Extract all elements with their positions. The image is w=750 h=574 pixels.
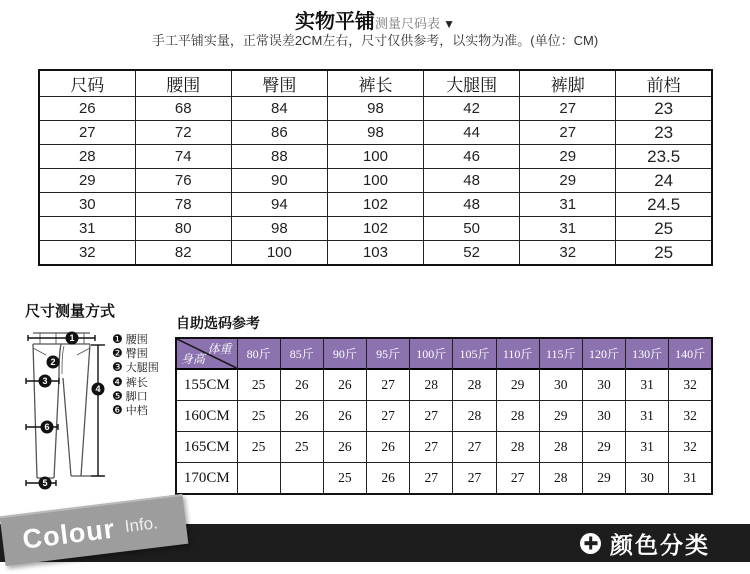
weight-header-cell: 80斤	[237, 338, 280, 369]
table-row	[39, 169, 712, 193]
weight-header-cell: 90斤	[323, 338, 366, 369]
size-cell: 30	[39, 193, 135, 217]
corner-height-label: 身高	[181, 352, 206, 366]
picker-cell: 31	[626, 369, 669, 401]
picker-cell: 32	[669, 401, 712, 432]
size-cell: 29	[520, 145, 616, 169]
size-cell: 90	[231, 169, 327, 193]
size-cell: 25	[616, 217, 712, 241]
weight-header-cell: 100斤	[410, 338, 453, 369]
picker-cell: 26	[323, 401, 366, 432]
picker-cell: 32	[669, 432, 712, 463]
weight-header-cell: 130斤	[626, 338, 669, 369]
size-table	[38, 69, 713, 266]
plus-circle-icon	[580, 533, 601, 554]
legend-item	[112, 389, 159, 403]
size-cell: 100	[327, 169, 423, 193]
picker-cell: 25	[237, 432, 280, 463]
size-cell: 76	[135, 169, 231, 193]
picker-cell: 28	[496, 432, 539, 463]
colour-category-header	[580, 524, 710, 562]
picker-cell: 29	[582, 432, 625, 463]
picker-cell: 30	[582, 401, 625, 432]
legend-label: 脚口	[125, 390, 148, 403]
header-cell: 前档	[616, 70, 712, 97]
picker-cell: 29	[496, 369, 539, 401]
measure-disclaimer: 手工平铺实量，正常误差2CM左右，尺寸仅供参考，以实物为准。(单位：CM)	[151, 33, 599, 48]
picker-row	[176, 369, 712, 401]
legend-label: 裤长	[125, 376, 148, 389]
table-row	[39, 145, 712, 169]
picker-cell: 26	[280, 401, 323, 432]
legend-item	[112, 375, 159, 389]
tag-info-text: Info.	[123, 513, 159, 537]
marker-6: 6	[44, 422, 50, 433]
weight-header-cell: 115斤	[539, 338, 582, 369]
size-cell: 72	[135, 121, 231, 145]
legend-item	[112, 403, 159, 417]
size-cell: 103	[327, 241, 423, 266]
picker-cell	[237, 463, 280, 495]
picker-cell: 28	[410, 369, 453, 401]
size-cell: 98	[231, 217, 327, 241]
picker-cell: 25	[237, 401, 280, 432]
size-cell: 86	[231, 121, 327, 145]
size-cell: 100	[327, 145, 423, 169]
header-cell: 裤脚	[520, 70, 616, 97]
circled-4-icon: ❹	[112, 374, 123, 389]
picker-cell: 31	[669, 463, 712, 495]
size-cell: 23	[616, 97, 712, 121]
height-cell: 165CM	[176, 432, 237, 463]
picker-cell: 26	[280, 369, 323, 401]
circled-2-icon: ❷	[112, 346, 123, 361]
table-row	[39, 97, 712, 121]
size-cell: 24	[616, 169, 712, 193]
size-cell: 46	[424, 145, 520, 169]
size-cell: 32	[39, 241, 135, 266]
legend-item	[112, 360, 159, 374]
size-cell: 84	[231, 97, 327, 121]
legend-item	[112, 346, 159, 360]
picker-cell: 28	[539, 432, 582, 463]
size-cell: 31	[520, 193, 616, 217]
picker-cell: 27	[367, 369, 410, 401]
height-cell: 155CM	[176, 369, 237, 401]
picker-cell: 27	[496, 463, 539, 495]
table-row	[39, 121, 712, 145]
picker-cell: 30	[626, 463, 669, 495]
legend-label: 大腿围	[125, 362, 159, 375]
marker-3: 3	[42, 376, 48, 387]
picker-cell: 28	[539, 463, 582, 495]
corner-cell	[176, 338, 237, 369]
size-cell: 28	[39, 145, 135, 169]
picker-row	[176, 401, 712, 432]
weight-header-cell: 140斤	[669, 338, 712, 369]
size-cell: 31	[39, 217, 135, 241]
size-cell: 68	[135, 97, 231, 121]
marker-1: 1	[69, 333, 75, 344]
picker-cell: 26	[323, 369, 366, 401]
picker-cell: 26	[367, 432, 410, 463]
size-table-header-row	[39, 70, 712, 97]
size-cell: 26	[39, 97, 135, 121]
legend-label: 腰围	[125, 334, 148, 347]
size-cell: 80	[135, 217, 231, 241]
size-cell: 32	[520, 241, 616, 266]
size-cell: 98	[327, 97, 423, 121]
picker-header-row	[176, 338, 712, 369]
size-cell: 82	[135, 241, 231, 266]
picker-cell: 27	[367, 401, 410, 432]
height-cell: 160CM	[176, 401, 237, 432]
picker-cell: 26	[323, 432, 366, 463]
table-row	[39, 241, 712, 266]
size-cell: 100	[231, 241, 327, 266]
size-cell: 31	[520, 217, 616, 241]
legend-label: 中档	[125, 405, 148, 418]
marker-4: 4	[95, 384, 101, 395]
header-cell: 裤长	[327, 70, 423, 97]
picker-cell: 27	[453, 432, 496, 463]
picker-cell: 32	[669, 369, 712, 401]
circled-5-icon: ❺	[112, 388, 123, 403]
picker-cell: 28	[496, 401, 539, 432]
size-cell: 23	[616, 121, 712, 145]
circled-3-icon: ❸	[112, 360, 123, 375]
size-picker-table	[175, 337, 713, 495]
size-cell: 29	[39, 169, 135, 193]
size-picker-heading: 自助选码参考	[176, 315, 260, 331]
triangle-down-icon: ▼	[443, 17, 455, 31]
picker-row	[176, 463, 712, 495]
circled-1-icon: ❶	[112, 332, 123, 347]
size-cell: 44	[424, 121, 520, 145]
size-cell: 25	[616, 241, 712, 266]
picker-cell: 28	[453, 369, 496, 401]
picker-cell: 27	[453, 463, 496, 495]
picker-cell: 25	[237, 369, 280, 401]
size-cell: 24.5	[616, 193, 712, 217]
size-cell: 27	[520, 121, 616, 145]
colour-category-label: 颜色分类	[610, 531, 710, 558]
size-cell: 102	[327, 193, 423, 217]
size-cell: 102	[327, 217, 423, 241]
header-cell: 腰围	[135, 70, 231, 97]
weight-header-cell: 105斤	[453, 338, 496, 369]
size-cell: 94	[231, 193, 327, 217]
picker-cell: 28	[453, 401, 496, 432]
measure-legend	[112, 332, 159, 417]
picker-cell: 26	[367, 463, 410, 495]
picker-cell: 27	[410, 432, 453, 463]
header-cell: 臀围	[231, 70, 327, 97]
picker-cell: 25	[323, 463, 366, 495]
picker-cell: 29	[539, 401, 582, 432]
legend-item	[112, 332, 159, 346]
weight-header-cell: 110斤	[496, 338, 539, 369]
size-cell: 74	[135, 145, 231, 169]
legend-label: 臀围	[125, 348, 148, 361]
size-cell: 52	[424, 241, 520, 266]
picker-cell: 25	[280, 432, 323, 463]
weight-header-cell: 85斤	[280, 338, 323, 369]
picker-row	[176, 432, 712, 463]
tag-colour-text: Colour	[20, 513, 117, 555]
picker-cell: 29	[582, 463, 625, 495]
picker-cell: 27	[410, 463, 453, 495]
picker-cell: 31	[626, 432, 669, 463]
header-cell: 大腿围	[424, 70, 520, 97]
picker-cell	[280, 463, 323, 495]
title-sub: 测量尺码表	[375, 16, 441, 31]
size-cell: 27	[520, 97, 616, 121]
corner-weight-label: 体重	[207, 342, 232, 356]
picker-cell: 30	[582, 369, 625, 401]
size-cell: 78	[135, 193, 231, 217]
circled-6-icon: ❻	[112, 403, 123, 418]
measure-guide-heading: 尺寸测量方式	[25, 303, 116, 320]
size-cell: 23.5	[616, 145, 712, 169]
table-row	[39, 217, 712, 241]
size-cell: 98	[327, 121, 423, 145]
size-cell: 29	[520, 169, 616, 193]
size-cell: 27	[39, 121, 135, 145]
header-cell: 尺码	[39, 70, 135, 97]
picker-cell: 31	[626, 401, 669, 432]
height-cell: 170CM	[176, 463, 237, 495]
weight-header-cell: 120斤	[582, 338, 625, 369]
size-cell: 88	[231, 145, 327, 169]
size-cell: 48	[424, 169, 520, 193]
size-cell: 42	[424, 97, 520, 121]
table-row	[39, 193, 712, 217]
picker-cell: 30	[539, 369, 582, 401]
picker-cell: 27	[410, 401, 453, 432]
pants-diagram	[18, 324, 123, 496]
weight-header-cell: 95斤	[367, 338, 410, 369]
marker-5: 5	[42, 478, 48, 489]
marker-2: 2	[50, 357, 56, 368]
title-main: 实物平铺	[295, 11, 376, 33]
size-cell: 50	[424, 217, 520, 241]
size-cell: 48	[424, 193, 520, 217]
